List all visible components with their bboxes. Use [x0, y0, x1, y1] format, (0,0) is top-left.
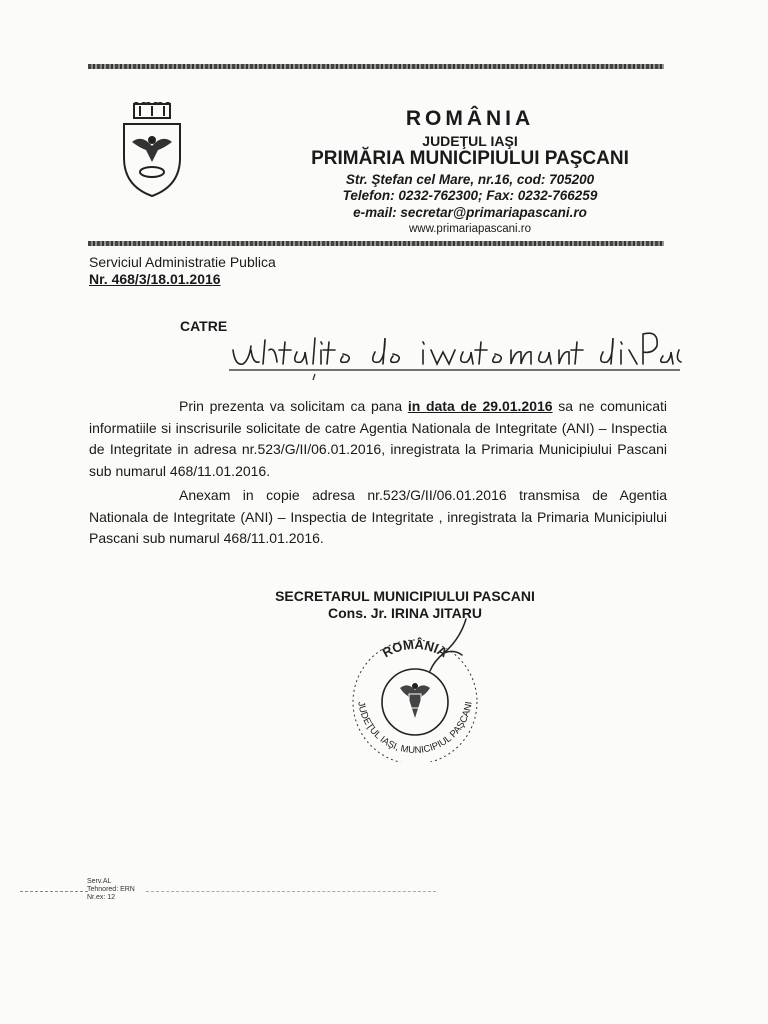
recipient-label: CATRE	[180, 318, 228, 334]
footer-divider-right	[146, 891, 436, 892]
office-name: PRIMĂRIA MUNICIPIULUI PAŞCANI	[311, 148, 629, 169]
footer-typist: Tehnored: ERN	[87, 886, 135, 893]
body-paragraph-2: Anexam in copie adresa nr.523/G/II/06.01.2016 transmisa de Agentia Nationala de Integritate (ANI) – Inspectia de Integritate , inregistrata la Primaria Municipiului Pascani sub numarul 468/11.01.2016.	[89, 487, 667, 546]
country-name: ROMÂNIA	[405, 107, 535, 130]
footer-service: Serv.AL	[87, 878, 112, 885]
official-stamp	[340, 632, 490, 762]
body-paragraph-1: Prin prezenta va solicitam ca pana in data de 29.01.2016 sa ne comunicati informatiile si inscrisurile solicitate de catre Agentia Nationala de Integritate (ANI) – Inspectia de Integritate in adresa nr.523/G/II/06.01.2016, inregistrata la Primaria Municipiului Pascani sub numarul 468/11.01.2016.	[89, 398, 667, 479]
registration-number: Nr. 468/3/18.01.2016	[89, 271, 221, 287]
svg-text:ROMÂNIA: ROMÂNIA	[379, 636, 451, 661]
footer-divider-left	[20, 891, 88, 892]
svg-text:JUDEŢUL IAŞI, MUNICIPIUL PAŞCA: JUDEŢUL IAŞI, MUNICIPIUL PAŞCANI	[355, 700, 475, 757]
signatory-title: SECRETARUL MUNICIPIULUI PASCANI	[275, 588, 535, 604]
county-name: JUDEŢUL IAŞI	[422, 133, 518, 149]
office-address: Str. Ştefan cel Mare, nr.16, cod: 705200	[345, 172, 595, 187]
office-email: e-mail: secretar@primariapascani.ro	[353, 205, 587, 220]
deadline-date: in data de 29.01.2016	[407, 398, 553, 414]
department-name: Serviciul Administratie Publica	[89, 254, 276, 270]
footer-copies: Nr.ex: 12	[87, 894, 116, 901]
office-phone: Telefon: 0232-762300; Fax: 0232-766259	[342, 188, 598, 203]
signatory-name: Cons. Jr. IRINA JITARU	[327, 605, 483, 621]
municipal-crest-icon	[120, 102, 184, 198]
office-website: www.primariapascani.ro	[408, 223, 532, 235]
header-top-rule	[88, 64, 664, 69]
header-bottom-rule	[88, 241, 664, 246]
handwritten-recipient	[225, 320, 685, 380]
